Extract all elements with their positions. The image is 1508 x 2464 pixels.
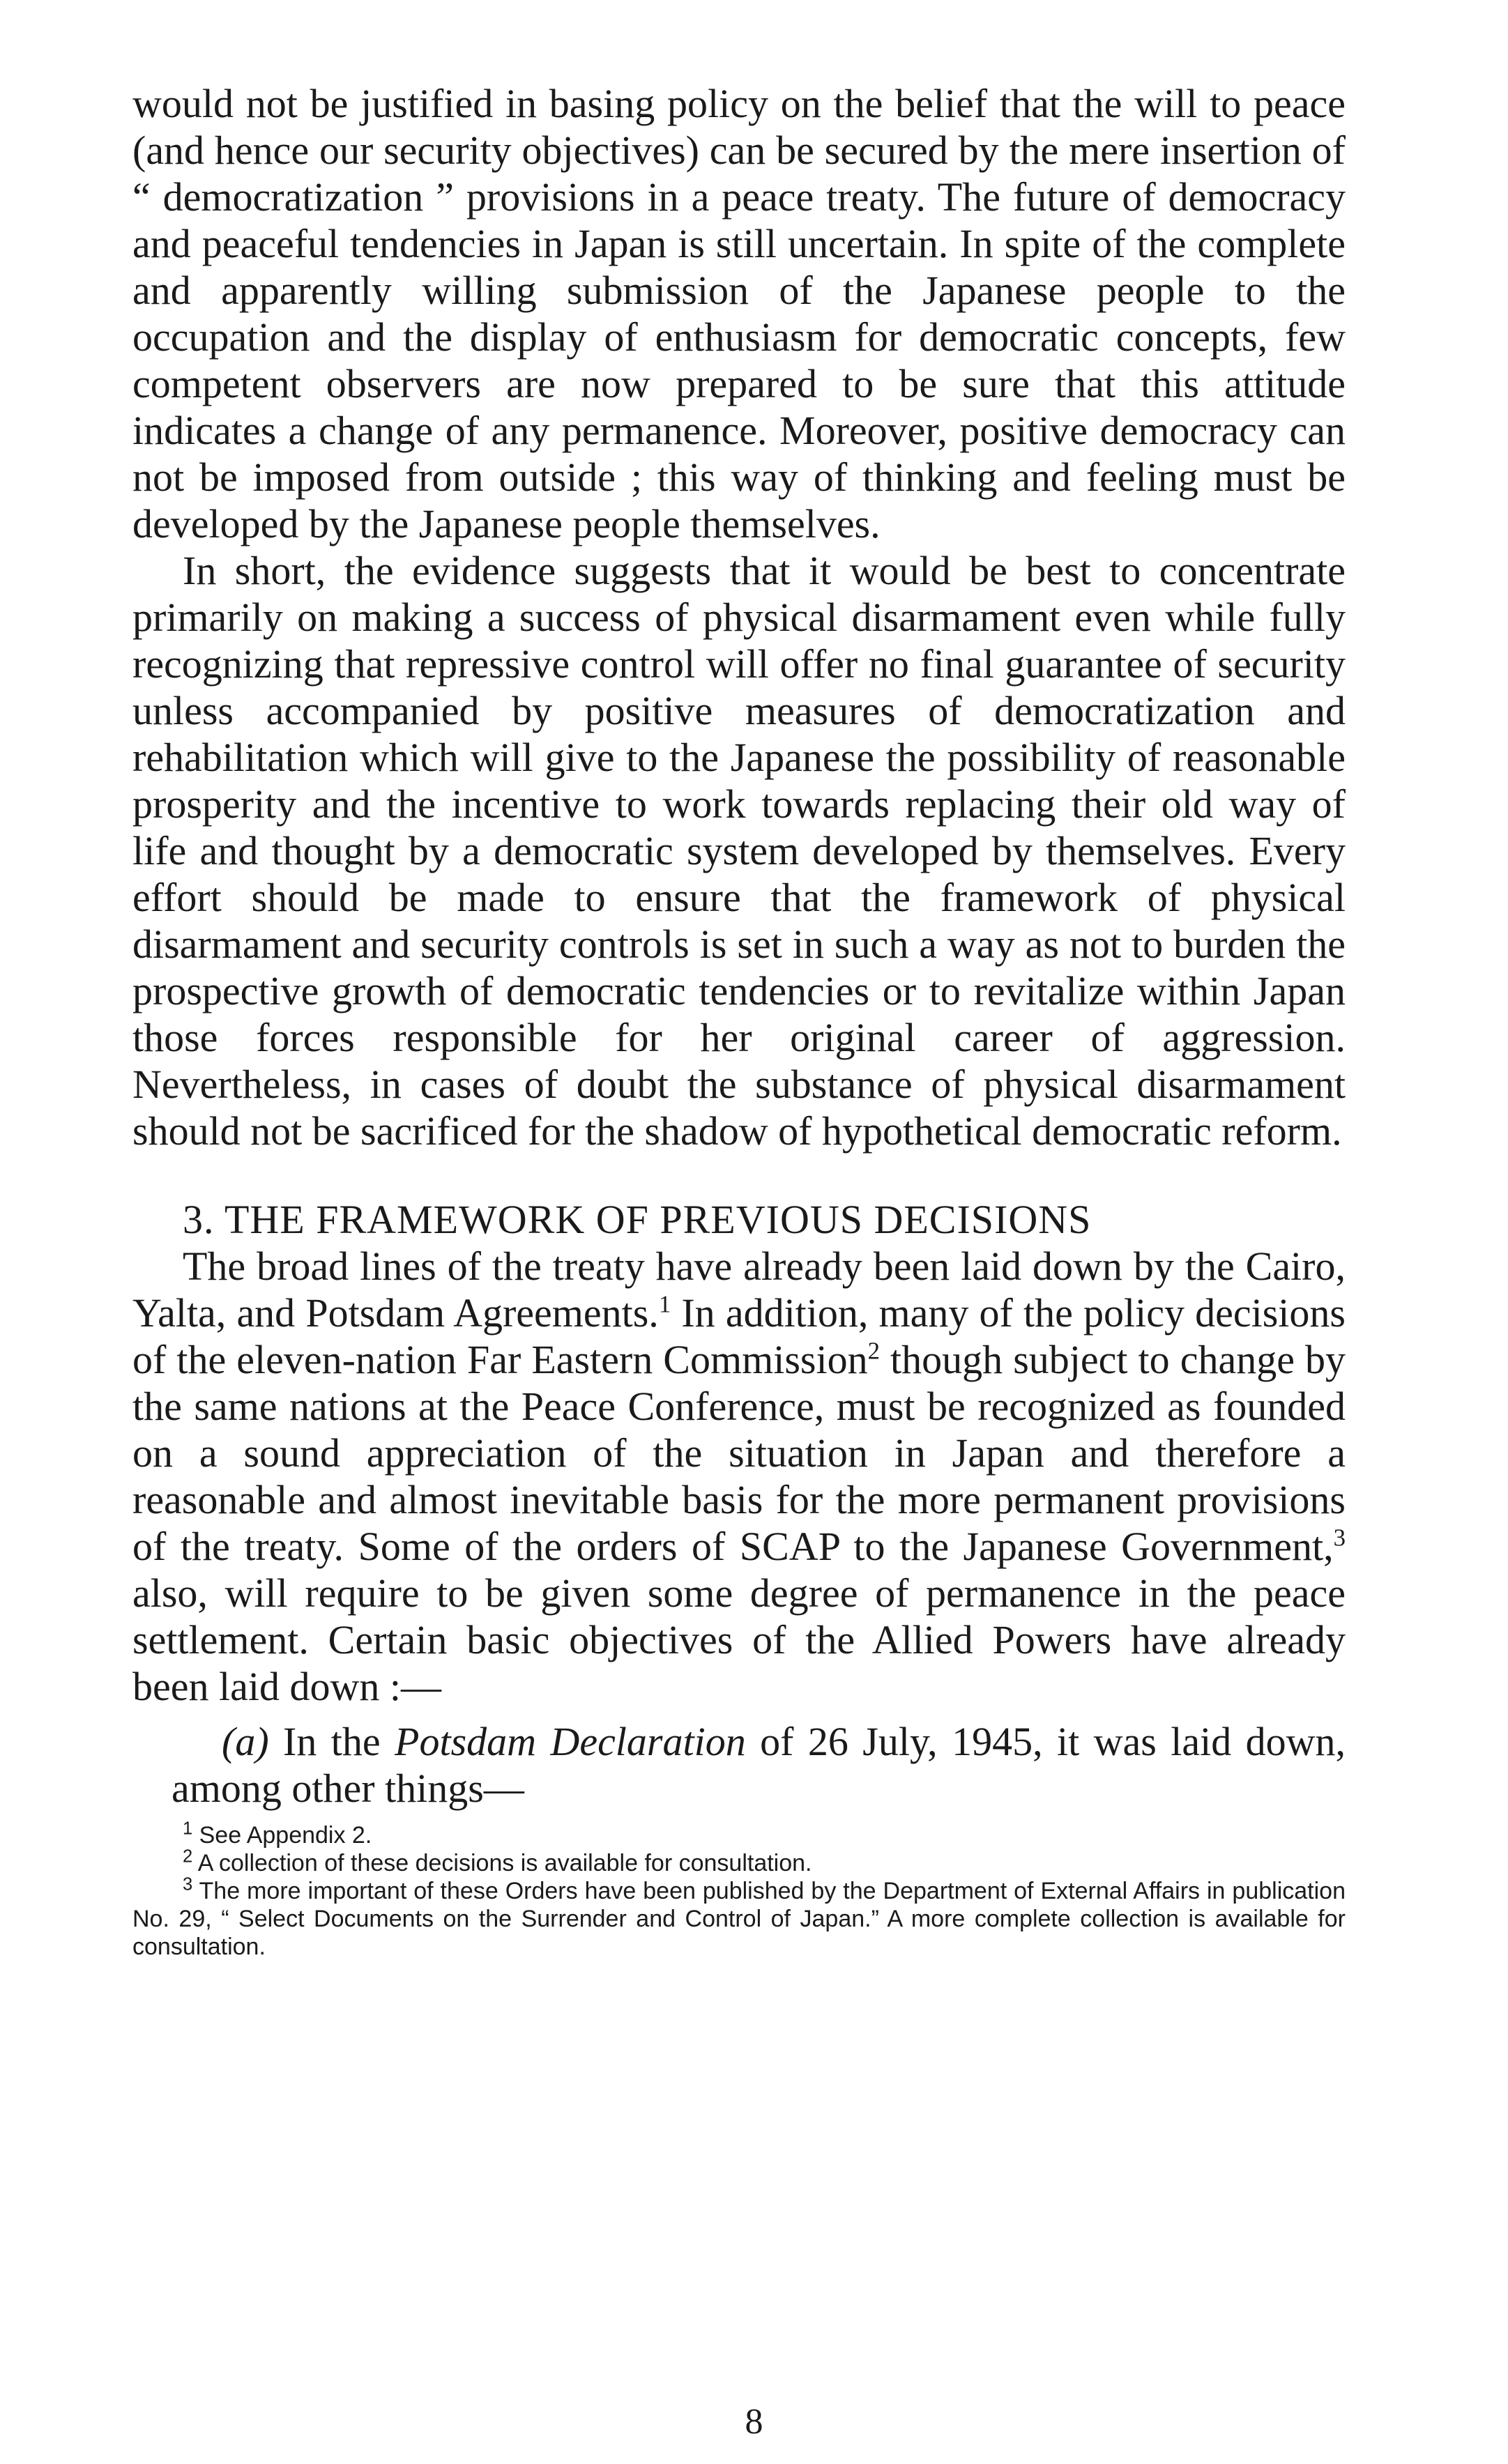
sub-item-text-post: of 26 July, 1945, it was laid down, among other things— [172,1719,1346,1811]
section-heading: 3. THE FRAMEWORK OF PREVIOUS DECISIONS [183,1197,1092,1242]
footnote-mark: 1 [183,1819,193,1839]
body-text [132,80,1346,1154]
footnote-mark: 3 [183,1874,193,1895]
paragraph-in-short: In short, the evidence suggests that it would be best to concentrate primarily on making a success of physical disarmament even while fully recognizing that repressive control will offer no final guarantee of security unless accompanied by positive measures of democratization and rehabilitation which will give to the Japanese the possibility of reasonable prosperity and the incentive to work towards replacing their old way of life and thought by a democratic system developed by themselves. Every effort should be made to ensure that the framework of physical disarmament and security controls is set in such a way as not to burden the prospective growth of democratic tendencies or to revitalize within Japan those forces responsible for her original career of aggression. Nevertheless, in cases of doubt the substance of physical disarmament should not be sacrificed for the shadow of hypothetical democratic reform. [132,548,1346,1154]
page-number: 8 [745,2402,763,2442]
footnote-text: The more important of these Orders have been published by the Department of External Affairs in publication No. 29, “ Select Documents on the Surrender and Control of Japan.” A more complete collection is available for consultation. [132,1878,1346,1960]
footnotes [132,1821,1346,1961]
paragraph-text-part-1: The broad lines of the treaty have already been laid down by the Cairo, Yalta, and Potsdam Agreements. [132,1244,1346,1336]
paragraph-previous-decisions [132,1243,1346,1710]
footnote-ref-1: 1 [658,1290,671,1318]
footnote-ref-2: 2 [867,1337,880,1365]
footnote-3 [132,1874,1346,1961]
document-page [132,80,1346,1961]
paragraph-text-part-3: though subject to change by the same nations at the Peace Conference, must be recognized as founded on a sound appreciation of the situation in Japan and therefore a reasonable and almost inevitable basis for the more permanent provisions of the treaty. Some of the orders of SCAP to the Japanese Government, [132,1337,1346,1569]
footnote-1 [132,1821,1346,1849]
sub-item-italic-title: Potsdam Declaration [395,1719,746,1764]
footnote-text: See Appendix 2. [192,1822,372,1849]
footnote-mark: 2 [183,1846,193,1867]
footnote-text: A collection of these decisions is available for consultation. [192,1850,812,1876]
sub-item-label: (a) [222,1719,269,1764]
paragraph-continuation: would not be justified in basing policy on the belief that the will to peace (and hence our security objectives) can be secured by the mere insertion of “ democratization ” provisions in a peace treaty. The future of democracy and peaceful tendencies in Japan is still uncertain. In spite of the complete and apparently willing submission of the Japanese people to the occupation and the display of enthusiasm for democratic concepts, few competent observers are now prepared to be sure that this attitude indicates a change of any permanence. Moreover, positive democracy can not be imposed from outside ; this way of thinking and feeling must be developed by the Japanese people themselves. [132,81,1346,546]
sub-item-text-pre: In the [268,1719,395,1764]
sub-item-a [132,1718,1346,1812]
footnote-ref-3: 3 [1333,1524,1346,1552]
paragraph-text-part-2: In addition, many of the policy decisions of the eleven-nation Far Eastern Commission [132,1290,1346,1382]
footnote-2 [132,1846,1346,1877]
section-body [132,1243,1346,1710]
paragraph-text-part-4: also, will require to be given some degree of permanence in the peace settlement. Certain basic objectives of the Allied Powers have already been laid down :— [132,1570,1346,1709]
